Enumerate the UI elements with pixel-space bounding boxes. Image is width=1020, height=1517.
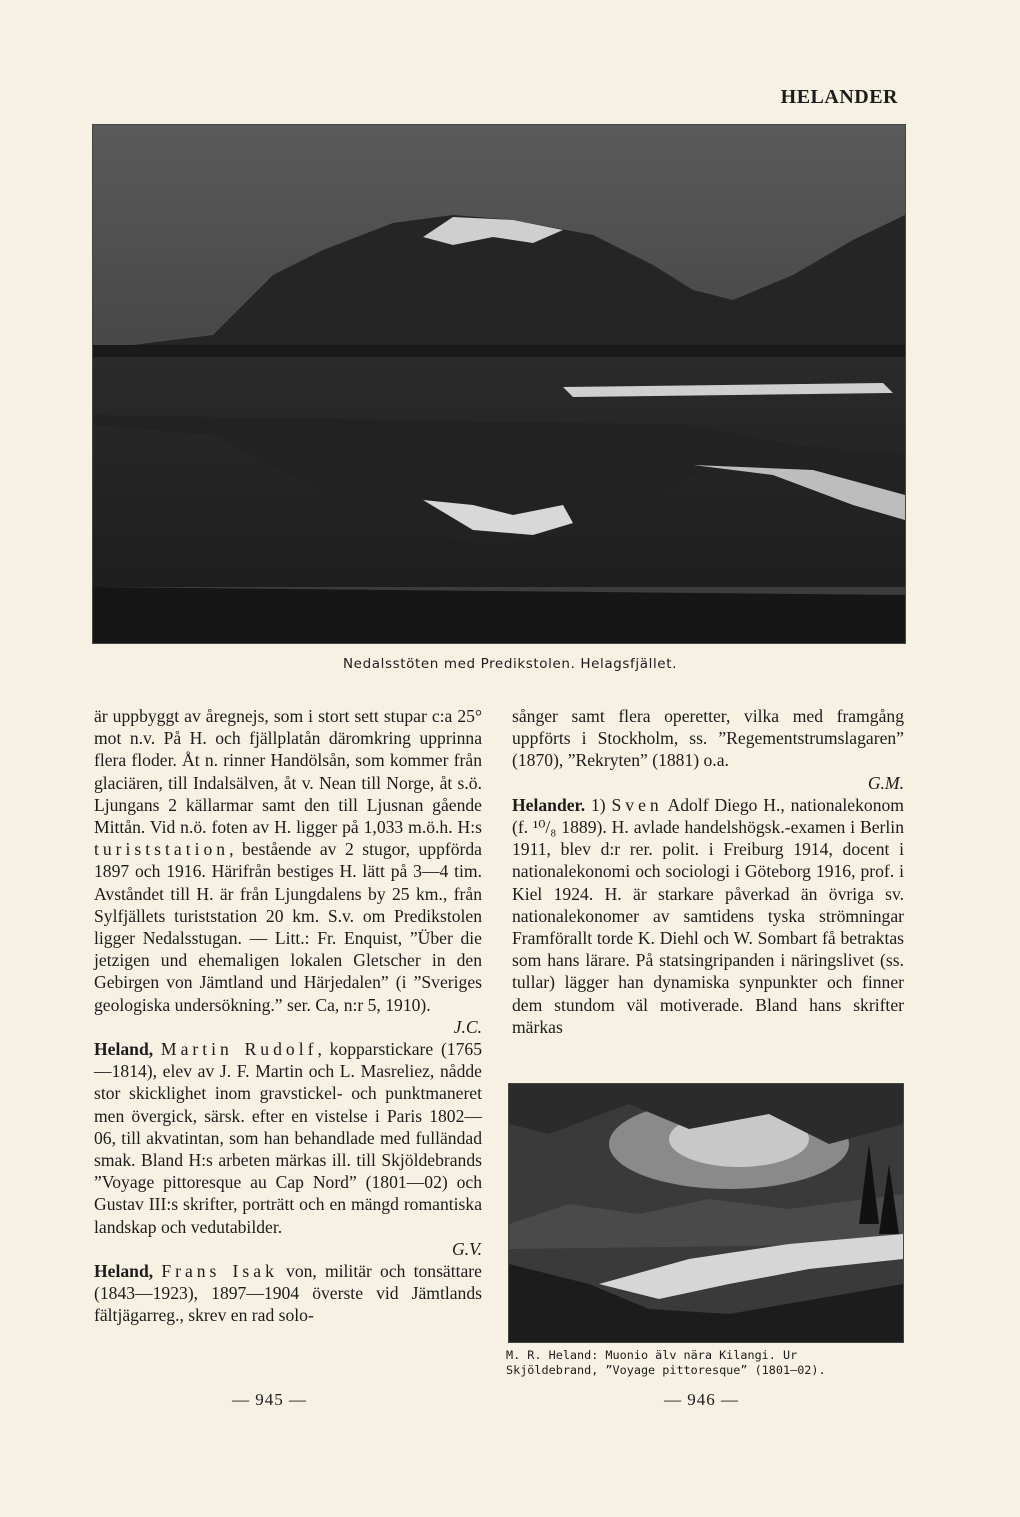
muonio-landscape-engraving [508,1083,904,1343]
entry-headword: Heland, [94,1039,154,1060]
spaced-term: turiststation [94,839,230,860]
entry-text: von, militär och tonsättare (1843—1923), 1897—1904 överste vid Jämtlands fältjägarreg., skrev en rad solo- [94,1261,482,1326]
signature: G.V. [452,1238,482,1259]
paragraph-helagsfjallet [94,705,482,1038]
entry-number: 1) [585,794,606,815]
paragraph-continuation [512,705,904,794]
entry-text: Adolf Diego H., nationalekonom (f. ¹⁰/₈ 1889). H. avlade handelshögsk.-examen i Berlin 1911, blev d:r rer. polit. i Freiburg 1914, docent i nationalekonomi och sociologi i Göteborg 1916, prof. i Kiel 1924. H. är starkare påverkad än övriga sv. nationalekonomer av samtidens tyska strömningar Framförallt torde K. Diehl och W. Sombart få betraktas som hans lärare. På statsingripanden i näringslivet (ss. tullar) lägger han dynamiska synpunkter och finner dem stundom väl motiverade. Bland hans skrifter märkas [512,794,904,1037]
entry-heland-frans [94,1260,482,1327]
top-figure-caption: Nedalsstöten med Predikstolen. Helagsfjället. [342,656,677,672]
text-run: , bestående av 2 stugor, uppförda 1897 och 1916. Härifrån bestiges H. lätt på 3—4 tim. Avståndet till H. är från Ljungdalens by 25 km., från Sylfjällets turiststation 20 km. S.v. om Predikstolen ligger Nedalsstugan. — Litt.: Fr. Enquist, ”Über die jetzigen und ehemaligen lokalen Gletscher in den Gebirgen von Jämtland und Härjedalen” (i ”Sveriges geologiska undersökning.” ser. Ca, n:r 5, 1910). [94,839,482,1015]
entry-forename: Martin Rudolf [160,1039,318,1060]
caption-line: Skjöldebrand, ”Voyage pittoresque” (1801—02). [506,1363,826,1377]
entry-headword: Helander. [512,794,586,815]
signature: J.C. [453,1016,482,1037]
caption-line: M. R. Heland: Muonio älv nära Kilangi. Ur [506,1348,798,1362]
text-run: är uppbyggt av åregnejs, som i stort sett stupar c:a 25° mot n.v. På H. och fjällplatån däromkring upprinna flera floder. Åt n. rinner Handölsån, som kommer från glaciären, till Indalsälven, åt v. Nean till Norge, åt s.ö. Ljungans 2 källarmar samt den till Ljusnan gående Mittån. Vid n.ö. foten av H. ligger på 1,033 m.ö.h. H:s [94,706,482,838]
entry-headword: Heland, [94,1261,154,1282]
mountain-lake-photo [92,124,906,644]
entry-heland-martin [94,1038,482,1260]
signature: G.M. [867,772,904,793]
small-figure-caption [506,1348,906,1378]
right-column [512,705,904,1038]
text-run: sånger samt flera operetter, vilka med framgång uppförts i Stockholm, ss. ”Regementstrumslagaren” (1870), ”Rekryten” (1881) o.a. [512,706,904,771]
running-header: HELANDER [780,86,898,108]
entry-text: , kopparstickare (1765—1814), elev av J. F. Martin och L. Masreliez, nådde stor skicklighet inom gravstickel- och punktmaneret men övergick, särsk. efter en vistelse i Paris 1802—06, till akvatintan, som han behandlade med fulländad smak. Bland H:s arbeten märkas ill. till Skjöldebrands ”Voyage pittoresque au Cap Nord” (1801—02) och Gustav III:s skrifter, porträtt och en mängd romantiska landskap och vedutabilder. [94,1039,482,1237]
page-number-left: — 945 — [232,1390,307,1409]
entry-forename: Frans Isak [161,1261,278,1282]
left-column [94,705,482,1327]
entry-forename: Sven [611,794,663,815]
page-number-right: — 946 — [664,1390,739,1409]
entry-helander-sven [512,794,904,1038]
